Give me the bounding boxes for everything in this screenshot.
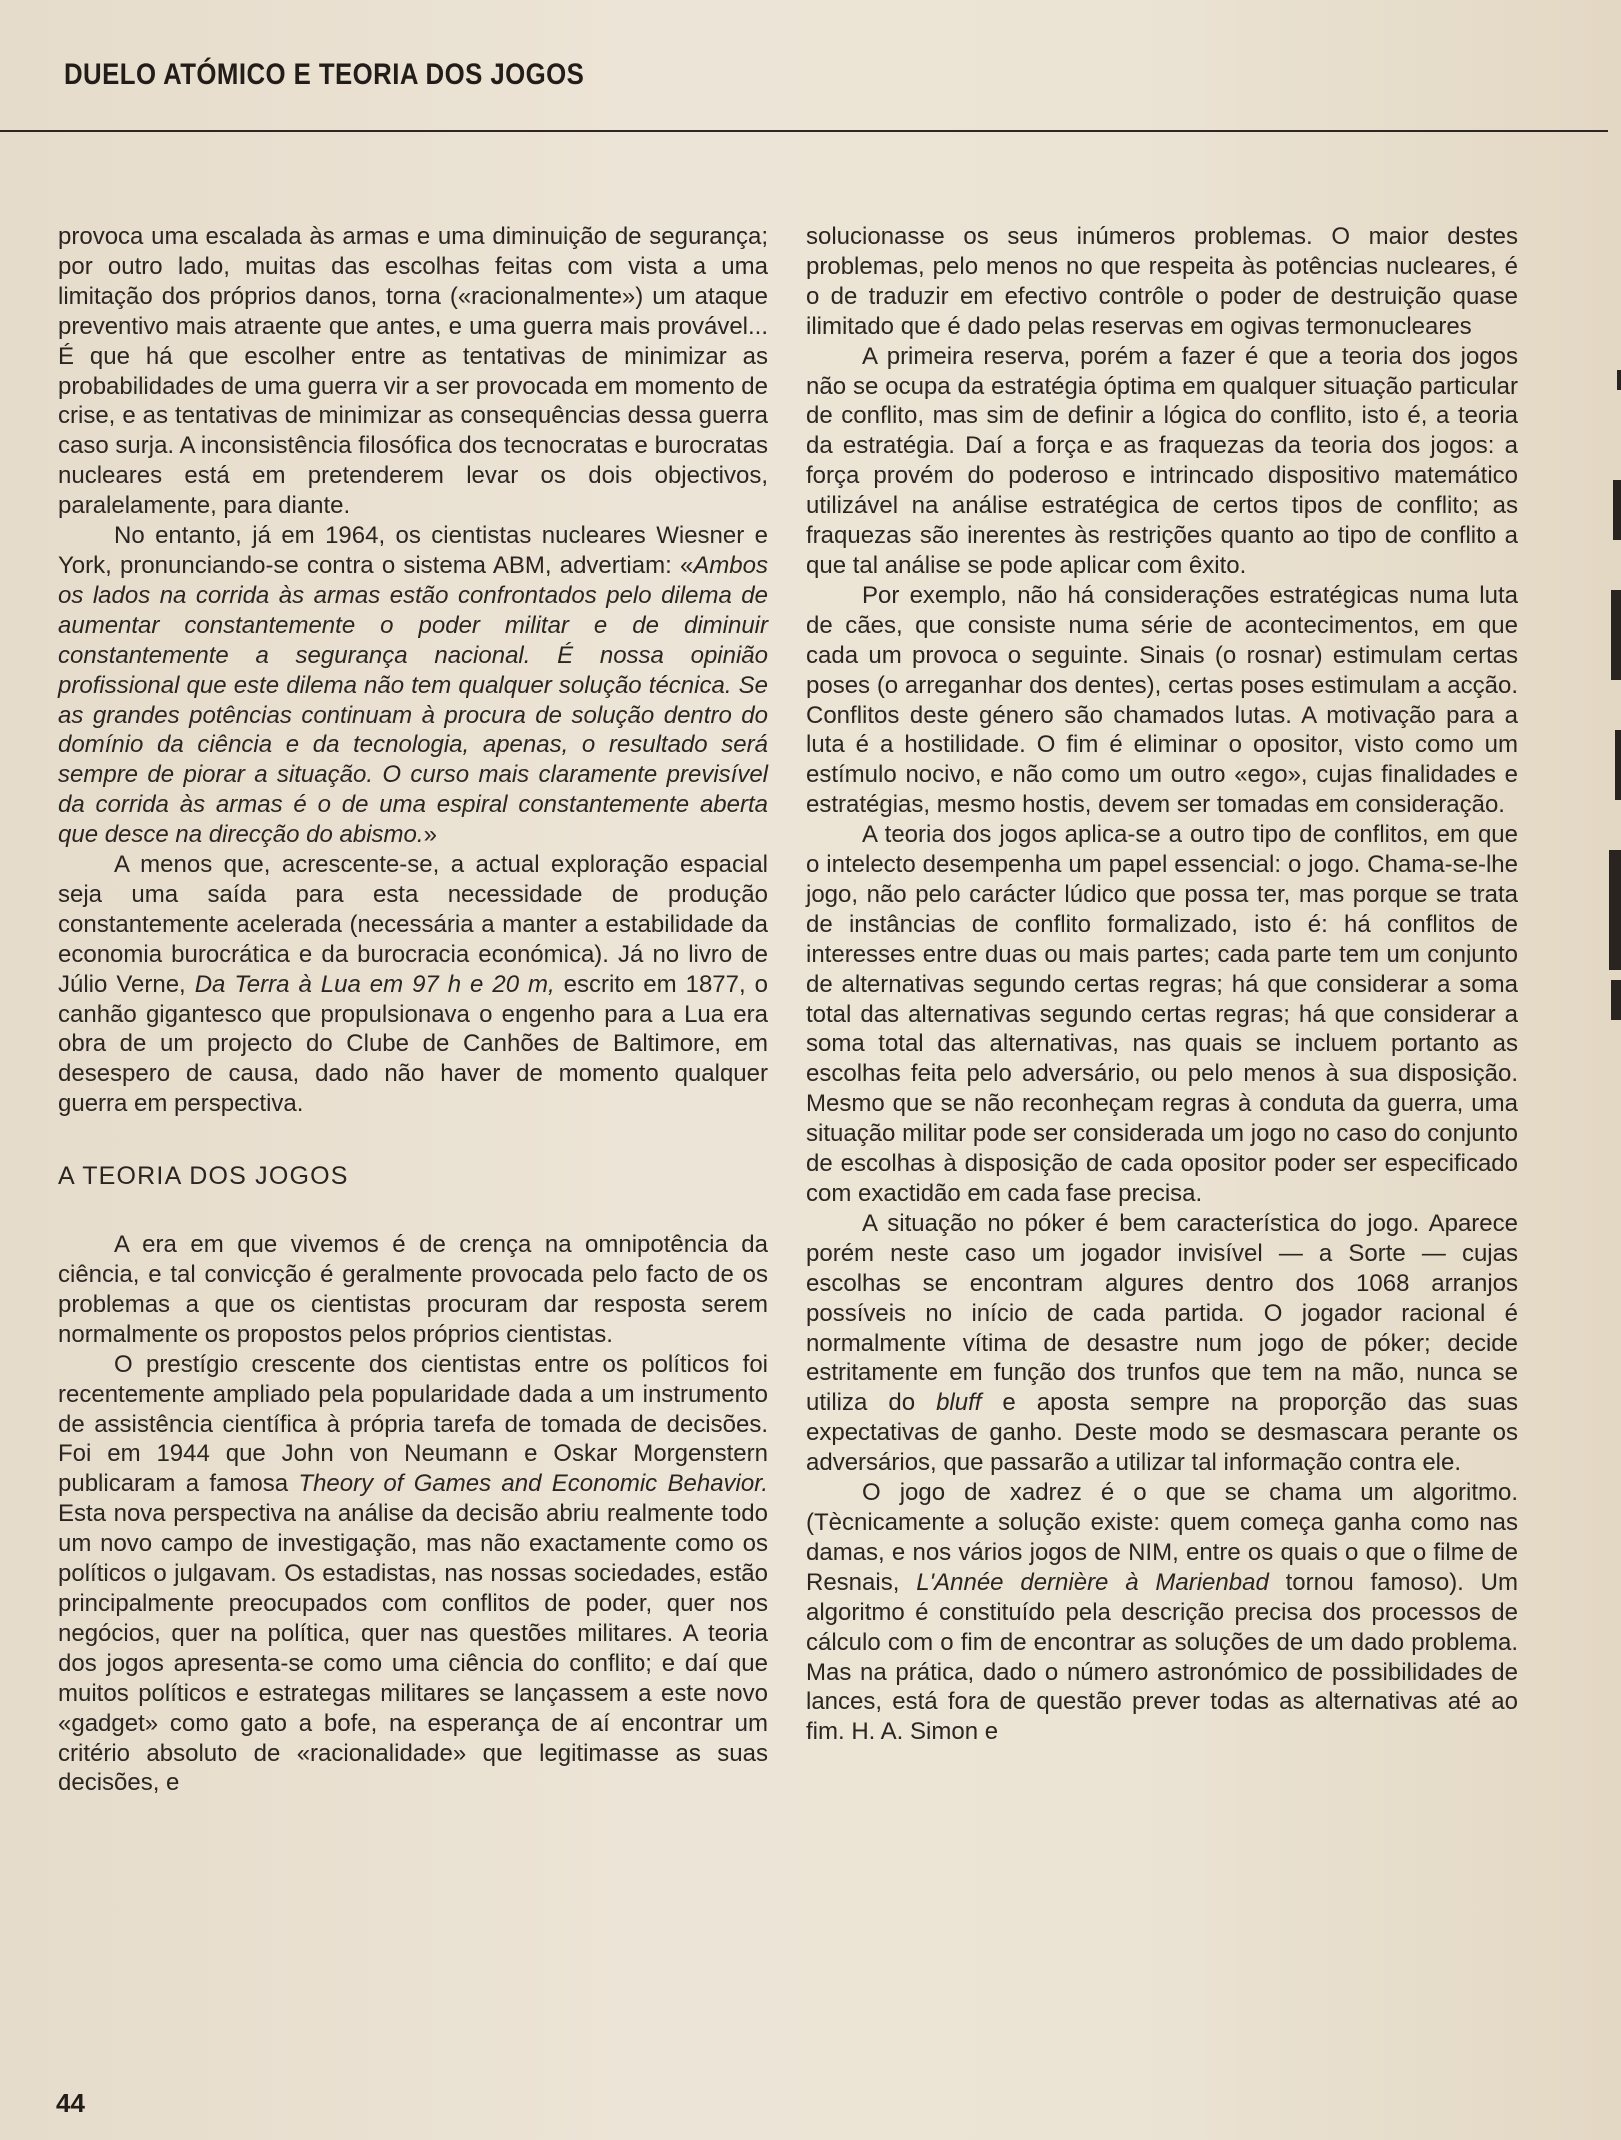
edge-mark (1617, 370, 1621, 390)
italic-term: bluff (936, 1389, 982, 1417)
scan-edge-marks (1607, 330, 1621, 1030)
page-number: 44 (56, 2088, 85, 2118)
paragraph: Por exemplo, não há considerações estratégicas numa luta de cães, que consiste numa série de acontecimentos, em que cada um provoca o seguinte. Sinais (o rosnar) estimulam certas poses (o arreganhar dos dentes), certas poses estimulam a acção. Conflitos deste género são chamados lutas. A motivação para a luta é a hostilidade. O fim é eliminar o opositor, visto como um estímulo nocivo, e não como um outro «ego», cujas finalidades e estratégias, mesmo hostis, devem ser tomadas em consideração. (806, 581, 1518, 819)
edge-mark (1609, 850, 1621, 970)
right-column (806, 222, 1518, 1747)
header-rule (0, 130, 1608, 132)
text-run: O prestígio crescente dos cientistas entre os políticos foi recentemente ampliado pela popularidade dada a um instrumento de assistência científica à própria tarefa de tomada de decisões. Foi em 1944 que John von Neumann e Oskar Morgenstern publicaram a famosa (58, 1350, 768, 1498)
quote-intro: No entanto, já em 1964, os cientistas nucleares Wiesner e York, pronunciando-se contra o sistema ABM, advertiam: « (58, 522, 768, 579)
paragraph: A primeira reserva, porém a fazer é que a teoria dos jogos não se ocupa da estratégia óptima em qualquer situação particular de conflito, mas sim de definir a lógica do conflito, isto é, a teoria da estratégia. Daí a força e as fraquezas da teoria dos jogos: a força provém do poderoso e intrincado dispositivo matemático utilizável na análise estratégica de certos tipos de conflito; as fraquezas são inerentes às restrições quanto ao tipo de conflito a que tal análise se pode aplicar com êxito. (806, 342, 1518, 579)
paragraph: A era em que vivemos é de crença na omnipotência da ciência, e tal convicção é geralmente provocada pelo facto de os problemas a que os cientistas procuram dar resposta serem normalmente os propostos pelos próprios cientistas. (58, 1231, 768, 1348)
paragraph (806, 1478, 1518, 1747)
book-title: Theory of Games and Economic Behavior. (298, 1470, 768, 1498)
text-run: escrito em 1877, o canhão gigantesco que propulsionava o engenho para a Lua era obra de um projecto do Clube de Canhões de Baltimore, em desespero de causa, dado não haver de momento qualquer guerra em perspectiva. (58, 970, 768, 1118)
paragraph: solucionasse os seus inúmeros problemas. O maior destes problemas, pelo menos no que respeita às potências nucleares, é o de traduzir em efectivo contrôle o poder de destruição quase ilimitado que é dado pelas reservas em ogivas termonucleares (806, 223, 1518, 340)
text-run: O jogo de xadrez é o que se chama um algoritmo. (Tècnicamente a solução existe: quem começa ganha como nas damas, e nos vários jogos de NIM, entre os quais o que o filme de Resnais, (806, 1479, 1518, 1596)
edge-mark (1615, 730, 1621, 800)
section-heading: A TEORIA DOS JOGOS (58, 1162, 349, 1191)
text-run: A menos que, acrescente-se, a actual exploração espacial seja uma saída para esta necessidade de produção constantemente acelerada (necessária a manter a estabilidade da economia burocrática e da burocracia económica). Já no livro de Júlio Verne, (58, 851, 768, 998)
quote-close: » (423, 821, 437, 849)
text-run: tornou famoso). Um algoritmo é constituído pela descrição precisa dos processos de cálculo com o fim de encontrar as soluções de um dado problema. Mas na prática, dado o número astronómico de possibilidades de lances, está fora de questão prever todas as alternativas até ao fim. H. A. Simon e (806, 1568, 1518, 1746)
text-run: Esta nova perspectiva na análise da decisão abriu realmente todo um novo campo de investigação, mas não exactamente como os políticos o julgavam. Os estadistas, nas nossas sociedades, estão principalmente preocupados com conflitos de poder, quer nos negócios, quer na política, quer nas questões militares. A teoria dos jogos apresenta-se como uma ciência do conflito; e daí que muitos políticos e estrategas militares se lançassem a este novo «gadget» como gato a bofe, na esperança de aí encontrar um critério absoluto de «racionalidade» que legitimasse as suas decisões, e (58, 1500, 768, 1797)
text-run: A situação no póker é bem característica do jogo. Aparece porém neste caso um jogador invisível — a Sorte — cujas escolhas se encontram algures dentro dos 1068 arranjos possíveis no início de cada partida. O jogador racional é normalmente vítima de desastre num jogo de póker; decide estritamente em função dos trunfos que tem na mão, nunca se utiliza do (806, 1209, 1518, 1417)
edge-mark (1611, 980, 1621, 1020)
edge-mark (1613, 480, 1621, 540)
paragraph-quote (58, 521, 768, 850)
film-title: L'Année dernière à Marienbad (916, 1568, 1269, 1596)
paragraph (58, 1350, 768, 1799)
text-run: e aposta sempre na proporção das suas expectativas de ganho. Deste modo se desmascara perante os adversários, que passarão a utilizar tal informação contra ele. (806, 1389, 1519, 1477)
paragraph (58, 850, 768, 1119)
quoted-text: Ambos os lados na corrida às armas estão confrontados pelo dilema de aumentar constantemente o poder militar e de diminuir constantemente a segurança nacional. É nossa opinião profissional que este dilema não tem qualquer solução técnica. Se as grandes potências continuam à procura de solução dentro do domínio da ciência e da tecnologia, apenas, o resultado será sempre de piorar a situação. O curso mais claramente previsível da corrida às armas é o de uma espiral constantemente aberta que desce na direcção do abismo. (58, 551, 768, 849)
running-header: DUELO ATÓMICO E TEORIA DOS JOGOS (64, 58, 585, 91)
paragraph: A teoria dos jogos aplica-se a outro tipo de conflitos, em que o intelecto desempenha um papel essencial: o jogo. Chama-se-lhe jogo, não pelo carácter lúdico que possa ter, mas porque se trata de instâncias de conflito formalizado, isto é: há conflitos de interesses entre duas ou mais partes; cada parte tem um conjunto de alternativas segundo certas regras; há que considerar a soma total das alternativas segundo certas regras; há que considerar a soma total das alternativas, nas quais se incluem portanto as escolhas feita pelo adversário, ou pelo menos à sua disposição. Mesmo que se não reconheçam regras à conduta da guerra, uma situação militar pode ser considerada um jogo no caso do conjunto de escolhas à disposição de cada opositor poder ser especificado com exactidão em cada fase precisa. (806, 821, 1518, 1207)
edge-mark (1611, 590, 1621, 680)
left-column (58, 222, 768, 1798)
paragraph (806, 1209, 1518, 1478)
paragraph: provoca uma escalada às armas e uma diminuição de segurança; por outro lado, muitas das escolhas feitas com vista a uma limitação dos próprios danos, torna («racionalmente») um ataque preventivo mais atraente que antes, e uma guerra mais provável... É que há que escolher entre as tentativas de minimizar as probabilidades de uma guerra vir a ser provocada em momento de crise, e as tentativas de minimizar as consequências dessa guerra caso surja. A inconsistência filosófica dos tecnocratas e burocratas nucleares está em pretenderem levar os dois objectivos, paralelamente, para diante. (58, 223, 768, 520)
book-title: Da Terra à Lua em 97 h e 20 m, (194, 970, 555, 998)
